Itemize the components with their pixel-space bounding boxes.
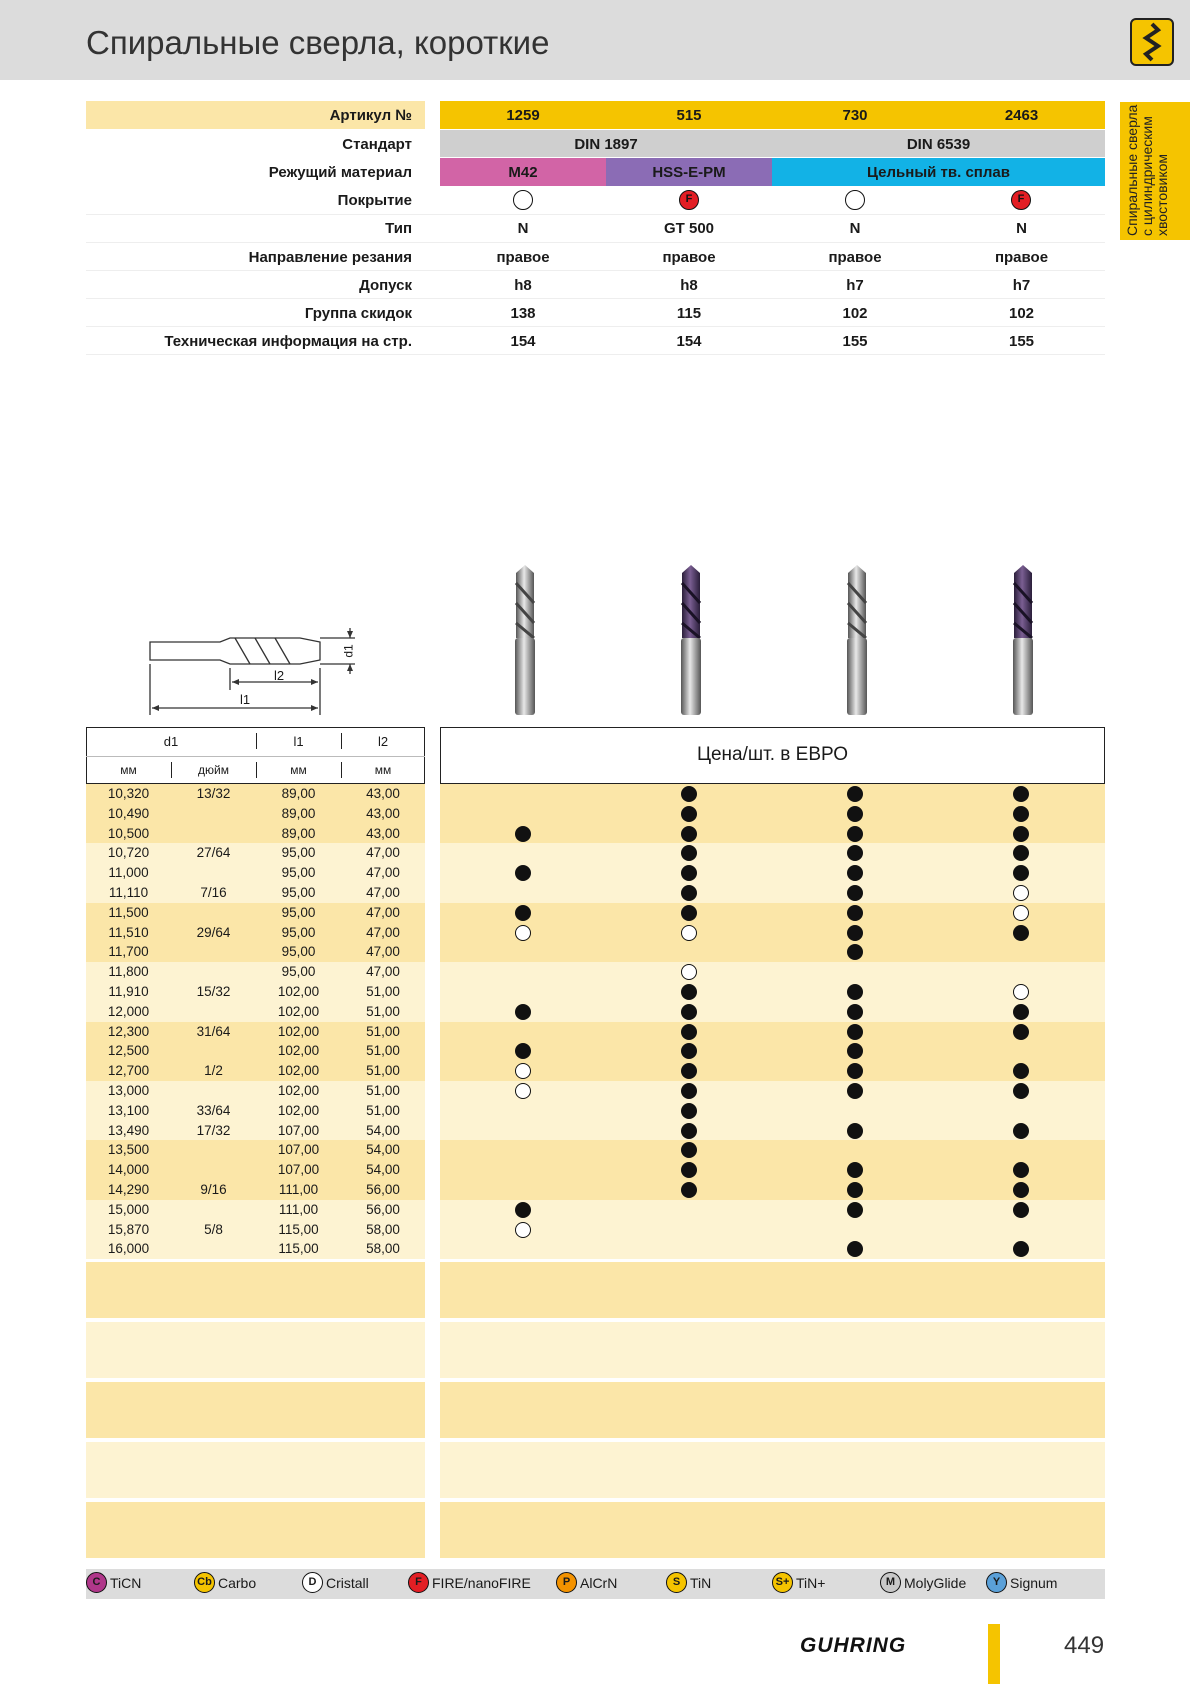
stock-available-icon[interactable] (847, 826, 863, 842)
cell-l1: 102,00 (277, 984, 320, 999)
cell-d1-inch: 7/16 (200, 885, 227, 900)
stock-available-icon[interactable] (681, 1182, 697, 1198)
cell-d1-mm: 11,800 (108, 964, 149, 980)
price-row (440, 1101, 1105, 1121)
cell-l2: 47,00 (366, 964, 400, 980)
stock-on-request-icon[interactable] (1013, 905, 1029, 921)
cell-l2: 51,00 (366, 1023, 400, 1039)
cell-l1: 107,00 (277, 1142, 320, 1158)
tolerance-value: h8 (514, 277, 532, 294)
cell-l2: 51,00 (366, 1003, 400, 1019)
empty-row-block (86, 1382, 425, 1438)
legend-item (556, 1572, 617, 1593)
cell-d1-mm: 13,100 (107, 1102, 150, 1118)
stock-available-icon[interactable] (1013, 1202, 1029, 1218)
header-unit-mm: мм (120, 763, 137, 777)
cell-l2: 43,00 (366, 825, 400, 841)
cell-l2: 51,00 (366, 984, 400, 999)
cell-l2: 51,00 (366, 1083, 400, 1098)
cell-l2: 47,00 (366, 944, 400, 960)
cell-l1: 89,00 (281, 786, 316, 801)
cell-l2: 54,00 (366, 1142, 400, 1158)
cell-l2: 51,00 (366, 1043, 400, 1059)
cell-l2: 43,00 (366, 786, 400, 801)
section-side-tab-label: Спиральные сверла с цилиндрическим хвостовиком (1124, 104, 1170, 236)
cell-l1: 115,00 (278, 1241, 319, 1257)
cell-l2: 47,00 (366, 885, 400, 900)
price-row (440, 1121, 1105, 1141)
material-value: M42 (508, 164, 538, 181)
legend-label: MolyGlide (904, 1574, 967, 1591)
coating-fire-icon: F (1011, 190, 1031, 210)
cell-d1-inch (171, 1239, 256, 1259)
cell-l1: 89,00 (281, 825, 316, 841)
cell-l1: 111,00 (278, 1201, 319, 1217)
price-row (440, 1022, 1105, 1042)
price-row (440, 1160, 1105, 1180)
cell-l2: 58,00 (366, 1241, 400, 1257)
cell-d1-inch (171, 942, 256, 962)
legend-label: TiN+ (796, 1574, 826, 1591)
cell-l1: 107,00 (277, 1162, 320, 1178)
stock-available-icon[interactable] (847, 905, 863, 921)
stock-available-icon[interactable] (847, 1083, 863, 1099)
cell-d1-mm: 13,000 (107, 1083, 150, 1098)
stock-available-icon[interactable] (1013, 1083, 1029, 1099)
stock-available-icon[interactable] (847, 1024, 863, 1040)
discount-value: 102 (1008, 305, 1035, 322)
stock-on-request-icon[interactable] (1013, 885, 1029, 901)
tolerance-value: h7 (846, 277, 864, 294)
coating-symbol-icon: F (408, 1572, 429, 1593)
price-row (440, 903, 1105, 923)
cell-d1-mm: 11,500 (108, 904, 149, 920)
standard-value: DIN 6539 (906, 136, 971, 153)
cell-l1: 102,00 (277, 1003, 320, 1019)
legend-label: Cristall (326, 1574, 369, 1591)
article-number-link[interactable]: 2463 (1004, 107, 1039, 124)
type-value: N (1016, 220, 1027, 237)
legend-label: Signum (1010, 1574, 1058, 1591)
price-row (440, 843, 1105, 863)
stock-available-icon[interactable] (681, 1004, 697, 1020)
price-row (440, 942, 1105, 962)
page-number: 449 (1064, 1632, 1105, 1659)
cell-d1-mm: 12,000 (107, 1003, 150, 1019)
cell-d1-mm: 11,700 (108, 944, 149, 960)
stock-available-icon[interactable] (681, 885, 697, 901)
cell-l1: 89,00 (281, 805, 316, 821)
coating-none-icon (845, 190, 865, 210)
cell-d1-mm: 12,500 (107, 1043, 150, 1059)
cell-l2: 54,00 (366, 1162, 400, 1178)
cell-d1-inch (171, 903, 256, 923)
cell-l1: 111,00 (278, 1182, 319, 1197)
coating-none-icon (513, 190, 533, 210)
stock-available-icon[interactable] (681, 1024, 697, 1040)
cell-l2: 58,00 (366, 1221, 400, 1237)
empty-row-block (440, 1322, 1105, 1378)
coating-symbol-icon: P (556, 1572, 577, 1593)
standard-value: DIN 1897 (574, 136, 638, 153)
price-row (440, 982, 1105, 1002)
coating-symbol-icon: D (302, 1572, 323, 1593)
cell-d1-inch (171, 1200, 256, 1220)
stock-available-icon[interactable] (515, 826, 531, 842)
diagram-label-l1: l1 (240, 692, 251, 707)
price-row (440, 784, 1105, 804)
cell-d1-inch: 13/32 (196, 786, 231, 801)
cell-d1-inch: 31/64 (196, 1023, 231, 1039)
price-row (440, 1041, 1105, 1061)
cell-d1-inch (171, 824, 256, 844)
cell-l2: 47,00 (366, 845, 400, 861)
discount-value: 102 (842, 305, 868, 322)
stock-available-icon[interactable] (681, 786, 697, 802)
cell-d1-inch: 29/64 (196, 924, 231, 940)
spec-label-article: Артикул № (329, 107, 412, 124)
cell-l1: 115,00 (278, 1221, 319, 1237)
spec-label-material: Режущий материал (268, 164, 412, 181)
cell-d1-inch: 17/32 (196, 1122, 231, 1138)
cell-l1: 95,00 (281, 944, 316, 960)
article-number-link[interactable]: 730 (842, 107, 868, 124)
cell-l1: 95,00 (281, 904, 316, 920)
stock-available-icon[interactable] (1013, 1123, 1029, 1139)
header-d1: d1 (163, 734, 179, 749)
stock-available-icon[interactable] (515, 905, 531, 921)
price-row (440, 1140, 1105, 1160)
direction-value: правое (662, 249, 716, 266)
coating-symbol-icon: C (86, 1572, 107, 1593)
cell-l1: 102,00 (277, 1043, 320, 1059)
drill-dimension-diagram (140, 620, 380, 720)
coating-symbol-icon: S+ (772, 1572, 793, 1593)
stock-available-icon[interactable] (681, 1123, 697, 1139)
stock-available-icon[interactable] (847, 1004, 863, 1020)
cell-l2: 54,00 (366, 1122, 400, 1138)
header-unit-mm: мм (374, 763, 392, 777)
direction-value: правое (994, 249, 1049, 266)
empty-row-block (440, 1262, 1105, 1318)
cell-d1-inch: 9/16 (200, 1182, 227, 1197)
stock-available-icon[interactable] (681, 1103, 697, 1119)
tech-page-link[interactable]: 155 (842, 333, 868, 350)
legend-item (986, 1572, 1057, 1593)
empty-row-block (86, 1502, 425, 1558)
spec-label-tech-page: Техническая информация на стр. (164, 333, 412, 350)
cell-d1-inch (171, 1140, 256, 1160)
cell-d1-inch (171, 962, 256, 982)
cell-l2: 43,00 (366, 805, 400, 821)
cell-d1-inch (171, 1041, 256, 1061)
legend-label: TiN (690, 1574, 712, 1591)
cell-d1-inch: 33/64 (196, 1102, 231, 1118)
stock-on-request-icon[interactable] (515, 1083, 531, 1099)
cell-l1: 102,00 (277, 1102, 320, 1118)
stock-available-icon[interactable] (1013, 1004, 1029, 1020)
price-row (440, 923, 1105, 943)
stock-available-icon[interactable] (515, 1004, 531, 1020)
spec-label-direction: Направление резания (248, 249, 412, 266)
cell-l2: 47,00 (366, 924, 400, 940)
footer-accent-bar (988, 1624, 1000, 1684)
cell-d1-inch (171, 1160, 256, 1180)
cell-l2: 51,00 (366, 1102, 400, 1118)
cell-d1-mm: 10,320 (107, 786, 150, 801)
stock-available-icon[interactable] (1013, 925, 1029, 941)
price-row (440, 962, 1105, 982)
spec-label-tolerance: Допуск (359, 277, 412, 294)
stock-available-icon[interactable] (847, 786, 863, 802)
cell-d1-mm: 10,500 (107, 825, 150, 841)
cell-d1-inch (171, 1081, 256, 1101)
spec-label-type: Тип (385, 220, 412, 237)
coating-fire-icon: F (679, 190, 699, 210)
diagram-label-d1: d1 (341, 644, 356, 658)
drill-image-1259[interactable] (500, 563, 550, 715)
legend-label: FIRE/nanoFIRE (432, 1574, 531, 1591)
cell-d1-mm: 14,290 (107, 1182, 150, 1197)
drill-image-515[interactable] (666, 563, 716, 715)
header-l1: l1 (293, 734, 304, 749)
diagram-label-l2: l2 (274, 668, 285, 683)
cell-d1-mm: 16,000 (107, 1241, 150, 1257)
cell-l1: 95,00 (281, 845, 316, 861)
stock-available-icon[interactable] (847, 1123, 863, 1139)
cell-d1-mm: 10,490 (107, 805, 150, 821)
tech-page-link[interactable]: 154 (676, 333, 702, 350)
price-row (440, 1081, 1105, 1101)
price-row (440, 804, 1105, 824)
cell-l1: 95,00 (281, 865, 316, 881)
spec-label-discount: Группа скидок (304, 305, 412, 322)
cell-l1: 102,00 (277, 1063, 320, 1079)
cell-d1-mm: 14,000 (107, 1162, 150, 1178)
tech-page-link[interactable]: 155 (1008, 333, 1035, 350)
type-value: N (517, 220, 529, 237)
coating-symbol-icon: S (666, 1572, 687, 1593)
cell-d1-mm: 10,720 (107, 845, 150, 861)
discount-value: 115 (676, 305, 702, 322)
tolerance-value: h7 (1012, 277, 1031, 294)
direction-value: правое (828, 249, 882, 266)
stock-available-icon[interactable] (1013, 806, 1029, 822)
cell-d1-mm: 12,300 (107, 1023, 150, 1039)
empty-row-block (86, 1322, 425, 1378)
cell-l1: 95,00 (281, 885, 316, 900)
price-row (440, 1002, 1105, 1022)
legend-item (408, 1572, 531, 1593)
stock-available-icon[interactable] (681, 984, 697, 1000)
tech-page-link[interactable]: 154 (510, 333, 536, 350)
coating-symbol-icon: Cb (194, 1572, 215, 1593)
price-row (440, 824, 1105, 844)
stock-available-icon[interactable] (847, 885, 863, 901)
cell-l1: 95,00 (281, 924, 316, 940)
cell-d1-inch: 27/64 (196, 845, 231, 861)
type-value: GT 500 (663, 220, 715, 237)
stock-available-icon[interactable] (1013, 826, 1029, 842)
page-title: Спиральные сверла, короткие (86, 24, 550, 61)
cell-d1-mm: 13,500 (107, 1142, 150, 1158)
stock-on-request-icon[interactable] (515, 925, 531, 941)
cell-d1-mm: 12,700 (107, 1063, 150, 1079)
stock-available-icon[interactable] (681, 826, 697, 842)
coating-symbol-icon: Y (986, 1572, 1007, 1593)
tolerance-value: h8 (680, 277, 698, 294)
cell-l2: 47,00 (366, 904, 400, 920)
stock-available-icon[interactable] (847, 806, 863, 822)
price-row (440, 1239, 1105, 1259)
legend-item (666, 1572, 711, 1593)
cell-d1-mm: 11,910 (108, 984, 149, 999)
cell-d1-inch (171, 1002, 256, 1022)
cell-l2: 51,00 (366, 1063, 400, 1079)
cell-d1-inch (171, 804, 256, 824)
price-row (440, 1200, 1105, 1220)
stock-available-icon[interactable] (847, 925, 863, 941)
drill-logo-icon (1130, 18, 1174, 66)
price-row (440, 1180, 1105, 1200)
stock-available-icon[interactable] (847, 1182, 863, 1198)
stock-on-request-icon[interactable] (681, 925, 697, 941)
direction-value: правое (496, 249, 550, 266)
material-value: Цельный тв. сплав (867, 164, 1010, 181)
stock-available-icon[interactable] (681, 1083, 697, 1099)
legend-label: TiCN (110, 1574, 142, 1591)
drill-image-730[interactable] (832, 563, 882, 715)
stock-available-icon[interactable] (681, 806, 697, 822)
cell-d1-mm: 11,000 (108, 865, 149, 881)
stock-available-icon[interactable] (515, 1202, 531, 1218)
spec-label-standard: Стандарт (342, 136, 412, 153)
stock-available-icon[interactable] (847, 984, 863, 1000)
type-value: N (849, 220, 861, 237)
stock-available-icon[interactable] (1013, 786, 1029, 802)
cell-d1-mm: 11,110 (108, 885, 149, 900)
cell-d1-mm: 13,490 (107, 1122, 150, 1138)
legend-item (302, 1572, 369, 1593)
article-number-link[interactable]: 515 (676, 107, 702, 124)
cell-d1-inch: 1/2 (204, 1063, 223, 1079)
empty-row-block (440, 1502, 1105, 1558)
legend-label: AlCrN (580, 1574, 618, 1591)
spec-label-coating: Покрытие (337, 192, 412, 209)
empty-row-block (86, 1262, 425, 1318)
price-row (440, 1220, 1105, 1240)
cell-d1-inch (171, 863, 256, 883)
cell-d1-mm: 15,000 (107, 1201, 150, 1217)
article-number-link[interactable]: 1259 (506, 107, 540, 124)
stock-available-icon[interactable] (1013, 1182, 1029, 1198)
drill-image-2463[interactable] (998, 563, 1048, 715)
legend-item (86, 1572, 141, 1593)
stock-on-request-icon[interactable] (515, 1222, 531, 1238)
cell-l1: 107,00 (277, 1122, 320, 1138)
cell-l1: 102,00 (277, 1023, 320, 1039)
cell-l1: 102,00 (277, 1083, 320, 1098)
cell-d1-inch: 15/32 (196, 984, 231, 999)
cell-d1-mm: 15,870 (107, 1221, 150, 1237)
stock-on-request-icon[interactable] (1013, 984, 1029, 1000)
empty-row-block (440, 1382, 1105, 1438)
legend-item (772, 1572, 825, 1593)
material-value: HSS-E-PM (652, 164, 726, 181)
legend-label: Carbo (218, 1574, 257, 1591)
empty-row-block (86, 1442, 425, 1498)
cell-l1: 95,00 (281, 964, 316, 980)
cell-l2: 56,00 (366, 1182, 400, 1197)
price-row (440, 863, 1105, 883)
cell-d1-mm: 11,510 (108, 924, 149, 940)
legend-item (194, 1572, 256, 1593)
header-unit-inch: дюйм (198, 763, 229, 777)
stock-available-icon[interactable] (847, 1202, 863, 1218)
legend-item (880, 1572, 966, 1593)
header-l2: l2 (377, 734, 389, 749)
price-row (440, 1061, 1105, 1081)
cell-d1-inch: 5/8 (204, 1221, 223, 1237)
discount-value: 138 (510, 305, 536, 322)
brand-logo: GUHRING (800, 1634, 907, 1657)
price-row (440, 883, 1105, 903)
stock-available-icon[interactable] (681, 905, 697, 921)
stock-available-icon[interactable] (1013, 1024, 1029, 1040)
cell-l2: 47,00 (366, 865, 400, 881)
header-unit-mm: мм (290, 763, 307, 777)
coating-symbol-icon: M (880, 1572, 901, 1593)
price-header-label: Цена/шт. в ЕВРО (696, 744, 849, 765)
cell-l2: 56,00 (366, 1201, 400, 1217)
empty-row-block (440, 1442, 1105, 1498)
